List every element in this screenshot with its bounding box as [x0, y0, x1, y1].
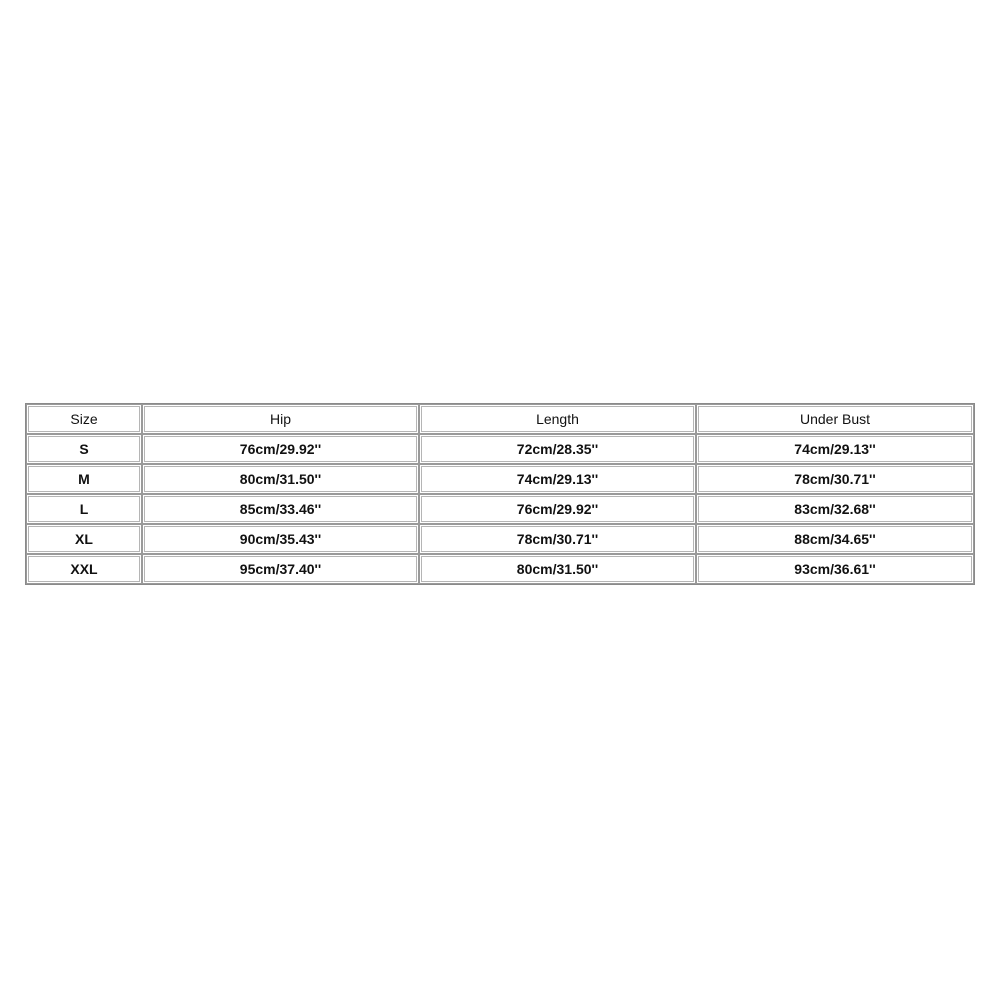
- header-hip: Hip: [142, 404, 419, 434]
- cell-under-bust: 93cm/36.61'': [696, 554, 974, 584]
- table-row: [26, 464, 974, 494]
- table-row: [26, 434, 974, 464]
- cell-under-bust: 83cm/32.68'': [696, 494, 974, 524]
- cell-under-bust: 74cm/29.13'': [696, 434, 974, 464]
- cell-length: 72cm/28.35'': [419, 434, 696, 464]
- header-size: Size: [26, 404, 142, 434]
- size-chart-table: [25, 403, 975, 585]
- table-row: [26, 494, 974, 524]
- header-under-bust: Under Bust: [696, 404, 974, 434]
- table-row: [26, 554, 974, 584]
- table-header: [26, 404, 974, 434]
- header-length: Length: [419, 404, 696, 434]
- cell-under-bust: 78cm/30.71'': [696, 464, 974, 494]
- cell-hip: 76cm/29.92'': [142, 434, 419, 464]
- cell-size: L: [26, 494, 142, 524]
- cell-size: XXL: [26, 554, 142, 584]
- header-row: [26, 404, 974, 434]
- table-row: [26, 524, 974, 554]
- cell-hip: 80cm/31.50'': [142, 464, 419, 494]
- cell-size: XL: [26, 524, 142, 554]
- cell-hip: 90cm/35.43'': [142, 524, 419, 554]
- cell-size: S: [26, 434, 142, 464]
- cell-length: 78cm/30.71'': [419, 524, 696, 554]
- cell-hip: 85cm/33.46'': [142, 494, 419, 524]
- cell-under-bust: 88cm/34.65'': [696, 524, 974, 554]
- cell-length: 74cm/29.13'': [419, 464, 696, 494]
- cell-length: 80cm/31.50'': [419, 554, 696, 584]
- cell-length: 76cm/29.92'': [419, 494, 696, 524]
- table-body: [26, 434, 974, 584]
- cell-size: M: [26, 464, 142, 494]
- cell-hip: 95cm/37.40'': [142, 554, 419, 584]
